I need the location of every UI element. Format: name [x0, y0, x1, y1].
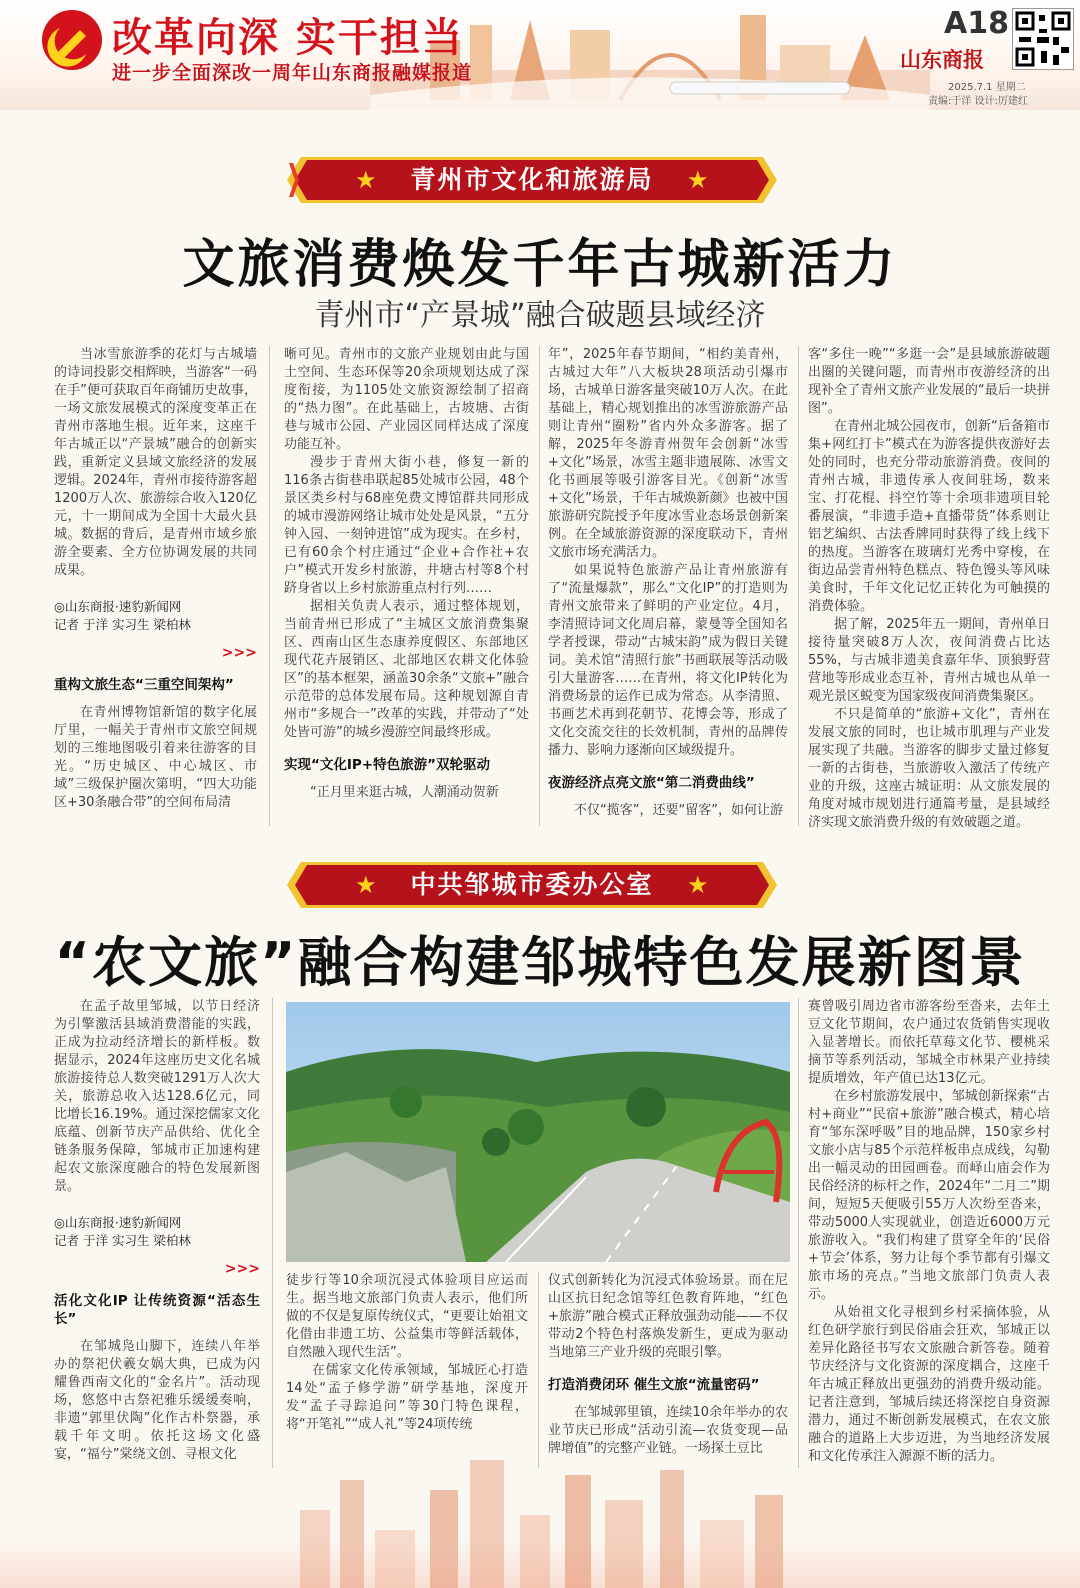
section1-headline: 文旅消费焕发千年古城新活力 — [182, 235, 898, 295]
paragraph: 在青州博物馆新馆的数字化展厅里，一幅关于青州市文旅空间规划的三维地图吸引着来往游客的目光。“历史城区、中心城区、市域”三级保护圈次第明，“四大功能区+30条融合带”的空间布局清 — [54, 705, 257, 810]
column-divider — [269, 346, 270, 826]
column-divider — [798, 998, 799, 1468]
party-emblem-icon — [40, 8, 104, 72]
subhead: 重构文旅生态“三重空间架构” — [54, 677, 234, 693]
section2-banner-text: 中共邹城市委办公室 — [410, 870, 654, 899]
paragraph: 不只是简单的“旅游+文化”，青州在发展文旅的同时，也让城市肌理与产业发展实现了共融。当游客的脚步丈量过修复一新的古街巷，当旅游收入激活了传统产业的升级，这座古城证明：从文旅发展的角度对城市规划进行通篇考量，是县域经济实现文旅消费升级的有效破题之道。 — [808, 707, 1050, 830]
byline-source: ◎山东商报·速豹新闻网 — [54, 1215, 182, 1230]
paragraph: “正月里来逛古城，人潮涌动贺新 — [310, 785, 499, 800]
paragraph: 客“多住一晚”“多逛一会”是县域旅游破题出圈的关键问题，而青州市夜游经济的出现补全了青州文旅产业发展的“最后一块拼图”。 — [808, 347, 1050, 416]
star-icon: ★ — [355, 871, 377, 899]
paragraph: 年”，2025年春节期间，“相约美青州，古城过大年”八大板块28项活动引爆市场，古城单日游客量突破10万人次。在此基础上，精心规划推出的冰雪游旅游产品则让青州“圈粉”省内外众多游客。据了解，2025年冬游青州贺年会创新“冰雪+文化”场景，冰雪主题非遗展陈、冰雪文化书画展等吸引游客目光。《创新“冰雪+文化”场景，千年古城焕新颜》也被中国旅游研究院授予年度冰雪业态场景创新案例。在全域旅游资源的深度联动下，青州文旅市场充满活力。 — [548, 347, 788, 560]
section1-banner — [287, 157, 777, 203]
paragraph: 晰可见。青州市的文旅产业规划由此与国土空间、生态环保等20余项规划达成了深度衔接，为1105处文旅资源绘制了招商的“热力图”。在此基础上，古坡塘、古街巷与城市公园、产业园区同样达成了深度功能互补。 — [284, 347, 529, 452]
byline-reporters: 记者 于洋 实习生 梁柏林 — [54, 1233, 191, 1248]
page-number: A18 — [944, 6, 1009, 41]
paragraph: 赛曾吸引周边省市游客纷至沓来，去年土豆文化节期间，农户通过农货销售实现收入显著增长。而依托草莓文化节、樱桃采摘节等系列活动，邹城全市林果产业持续提质增效，年产值已达13亿元。 — [808, 999, 1050, 1086]
paragraph: 在儒家文化传承领域，邹城匠心打造14处“孟子修学游”研学基地，深度开发“孟子寻踪追问”等30门特色课程，将“开笔礼”“成人礼”等24项传统 — [286, 1363, 528, 1432]
subhead: 夜游经济点亮文旅“第二消费曲线” — [548, 775, 755, 791]
editor-credit: 责编:于洋 设计:厉建红 — [928, 96, 1028, 107]
paragraph: 如果说特色旅游产品让青州旅游有了“流量爆款”，那么“文化IP”的打造则为青州文旅带来了鲜明的产业定位。4月，李清照诗词文化周启幕，蒙曼等全国知名学者授课，带动“古城宋韵”成为假日关键词。美术馆“清照行旅”书画联展等活动吸引大量游客……在青州，将文化IP转化为消费场景的运作已成为常态。从李清照、书画艺术再到花朝节、花博会等，形成了文化交流交往的长效机制，青州的品牌传播力、影响力逐渐向区域级提升。 — [548, 563, 788, 758]
paragraph: 当冰雪旅游季的花灯与古城墙的诗词投影交相辉映，当游客“一码在手”便可获取百年商铺历史故事，一场文旅发展模式的深度变革正在青州市落地生根。近年来，这座千年古城正以“产景城”融合的创新实践，重新定义县域文旅经济的发展逻辑。2024年，青州市接待游客超1200万人次、旅游综合收入120亿元，十一期间成为全国十大最火县城。数据的背后，是青州市域乡旅游全要素、全方位协调发展的共同成果。 — [54, 347, 257, 578]
subhead: 打造消费闭环 催生文旅“流量密码” — [548, 1377, 760, 1393]
paragraph: 在孟子故里邹城，以节日经济为引擎激活县域消费潜能的实践，正成为拉动经济增长的新样板。数据显示，2024年这座历史文化名城旅游接待总人数突破1291万人次大关，旅游总收入达128.6亿元，同比增长16.19%。通过深挖儒家文化底蕴、创新节庆产品供给、优化全链条服务保障，邹城市正加速构建起农文旅深度融合的特色发展新图景。 — [54, 999, 260, 1194]
section2-column-1 — [54, 998, 260, 1464]
section2-headline: “农文旅”融合构建邹城特色发展新图景 — [54, 931, 1026, 994]
masthead-subtitle: 进一步全面深改一周年山东商报融媒报道 — [112, 62, 473, 84]
section1-column-1 — [54, 346, 257, 812]
byline-source: ◎山东商报·速豹新闻网 — [54, 599, 182, 614]
section1-column-2 — [284, 346, 529, 802]
issue-date: 2025.7.1 星期二 — [948, 82, 1026, 93]
bottom-gradient-band — [0, 1540, 1080, 1588]
subhead: 活化文化IP 让传统资源“活态生长” — [54, 1293, 260, 1327]
paragraph: 漫步于青州大街小巷，修复一新的116条古街巷串联起85处城市公园，48个景区类乡村与68座免费文博馆群共同形成的城市漫游网络让城市处处是风景，“五分钟入园、一刻钟进馆”成为现实。在乡村，已有60余个村庄通过“企业+合作社+农户”模式开发乡村旅游，井塘古村等8个村跻身省以上乡村旅游重点村行列…… — [284, 455, 529, 596]
paragraph: 不仅“揽客”，还要“留客”，如何让游 — [574, 803, 783, 818]
arrows-marker: >>> — [221, 645, 257, 661]
column-divider — [272, 998, 273, 1468]
masthead-title: 改革向深 实干担当 — [112, 15, 464, 61]
paragraph: 在青州北城公园夜市，创新“后备箱市集+网红打卡”模式在为游客提供夜游好去处的同时，也充分带动旅游消费。夜间的青州古城，非遗传承人夜间驻场，数来宝、打花棍、抖空竹等十余项非遗项目轮番展演，“非遗手造+直播带货”体系则让铝艺编织、古法香牌同时获得了线上线下的热度。当游客在玻璃灯光秀中穿梭，在街边品尝青州特色糕点、特色馒头等风味美食时，千年文化记忆正转化为可触摸的消费体验。 — [808, 419, 1050, 614]
star-icon: ★ — [687, 871, 709, 899]
section2-column-4 — [808, 998, 1050, 1466]
section1-banner-text: 青州市文化和旅游局 — [410, 165, 654, 194]
masthead — [0, 0, 1080, 110]
star-icon: ★ — [355, 166, 377, 194]
paragraph: 仪式创新转化为沉浸式体验场景。而在尼山区抗日纪念馆等红色教育阵地，“红色+旅游”融合模式正释放强劲动能——不仅带动2个特色村落焕发新生，更成为驱动当地第三产业升级的亮眼引擎。 — [548, 1273, 788, 1360]
paragraph: 徒步行等10余项沉浸式体验项目应运而生。据当地文旅部门负责人表示，他们所做的不仅是复原传统仪式，“更要让始祖文化借由非遗工坊、公益集市等鲜活载体，自然融入现代生活”。 — [286, 1273, 528, 1360]
arrows-marker: >>> — [224, 1261, 260, 1277]
section1-column-3 — [548, 346, 788, 820]
paragraph: 据相关负责人表示，通过整体规划，当前青州已形成了“主城区文旅消费集聚区、西南山区生态康养度假区、东部地区现代花卉展销区、北部地区农耕文化体验区”的基本框架，涵盖30余条“文旅+”融合示范带的总体发展布局。这种规划源自青州市“多规合一”改革的实践，并带动了“处处皆可游”的城乡漫游空间最终形成。 — [284, 599, 529, 740]
section2-banner — [287, 862, 777, 908]
star-icon: ★ — [687, 166, 709, 194]
paragraph: 从始祖文化寻根到乡村采摘体验，从红色研学旅行到民俗庙会狂欢，邹城正以差异化路径书写农文旅融合新答卷。随着节庆经济与文化资源的深度耦合，这座千年古城正释放出更强劲的消费升级动能。记者注意到，邹城后续还将深挖自身资源潜力，通过不断创新发展模式，在农文旅融合的道路上大步迈进，为当地经济发展和文化传承注入源源不断的活力。 — [808, 1305, 1050, 1464]
paragraph: 在邹城郭里镇，连续10余年举办的农业节庆已形成“活动引流—农货变现—品牌增值”的完整产业链。一场探土豆比 — [548, 1405, 788, 1456]
byline-reporters: 记者 于洋 实习生 梁柏林 — [54, 617, 191, 632]
paper-name: 山东商报 — [900, 48, 984, 72]
qr-code-icon — [1012, 8, 1074, 70]
column-divider — [539, 346, 540, 826]
section1-subheadline: 青州市“产景城”融合破题县域经济 — [314, 298, 766, 333]
section2-column-2 — [286, 1272, 528, 1434]
paragraph: 在邹城凫山脚下，连续八年举办的祭祀伏羲女娲大典，已成为闪耀鲁西南文化的“金名片”。活动现场，悠悠中古祭祀雅乐缓缓奏响，非遗“郭里伏陶”化作古朴祭器，承载千年文明。依托这场文化盛宴，“福兮”棠绕文创、寻根文化 — [54, 1339, 260, 1462]
paragraph: 据了解，2025年五一期间，青州单日接待量突破8万人次，夜间消费占比达55%，与古城非遗美食嘉年华、顶狼野营营地等形成业态互补，青州古城也从单一观光景区蜕变为国家级夜间消费集聚区。 — [808, 617, 1050, 704]
subhead: 实现“文化IP+特色旅游”双轮驱动 — [284, 757, 490, 773]
paragraph: 在乡村旅游发展中，邹城创新探索“古村+商业”“民宿+旅游”融合模式，精心培育“邹东深呼吸”目的地品牌，150家乡村文旅小店与85个示范样板串点成线，勾勒出一幅灵动的田园画卷。而峄山庙会作为民俗经济的标杆之作，2024年“二月二”期间，短短5天便吸引55万人次纷至沓来，带动5000人实现就业，创造近6000万元旅游收入。“我们构建了贯穿全年的‘民俗+节会’体系，努力让每个季节都有引爆文旅市场的亮点。”当地文旅部门负责人表示。 — [808, 1089, 1050, 1302]
section1-column-4 — [808, 346, 1050, 832]
column-divider — [798, 346, 799, 826]
scenic-road-photo — [286, 1002, 790, 1262]
